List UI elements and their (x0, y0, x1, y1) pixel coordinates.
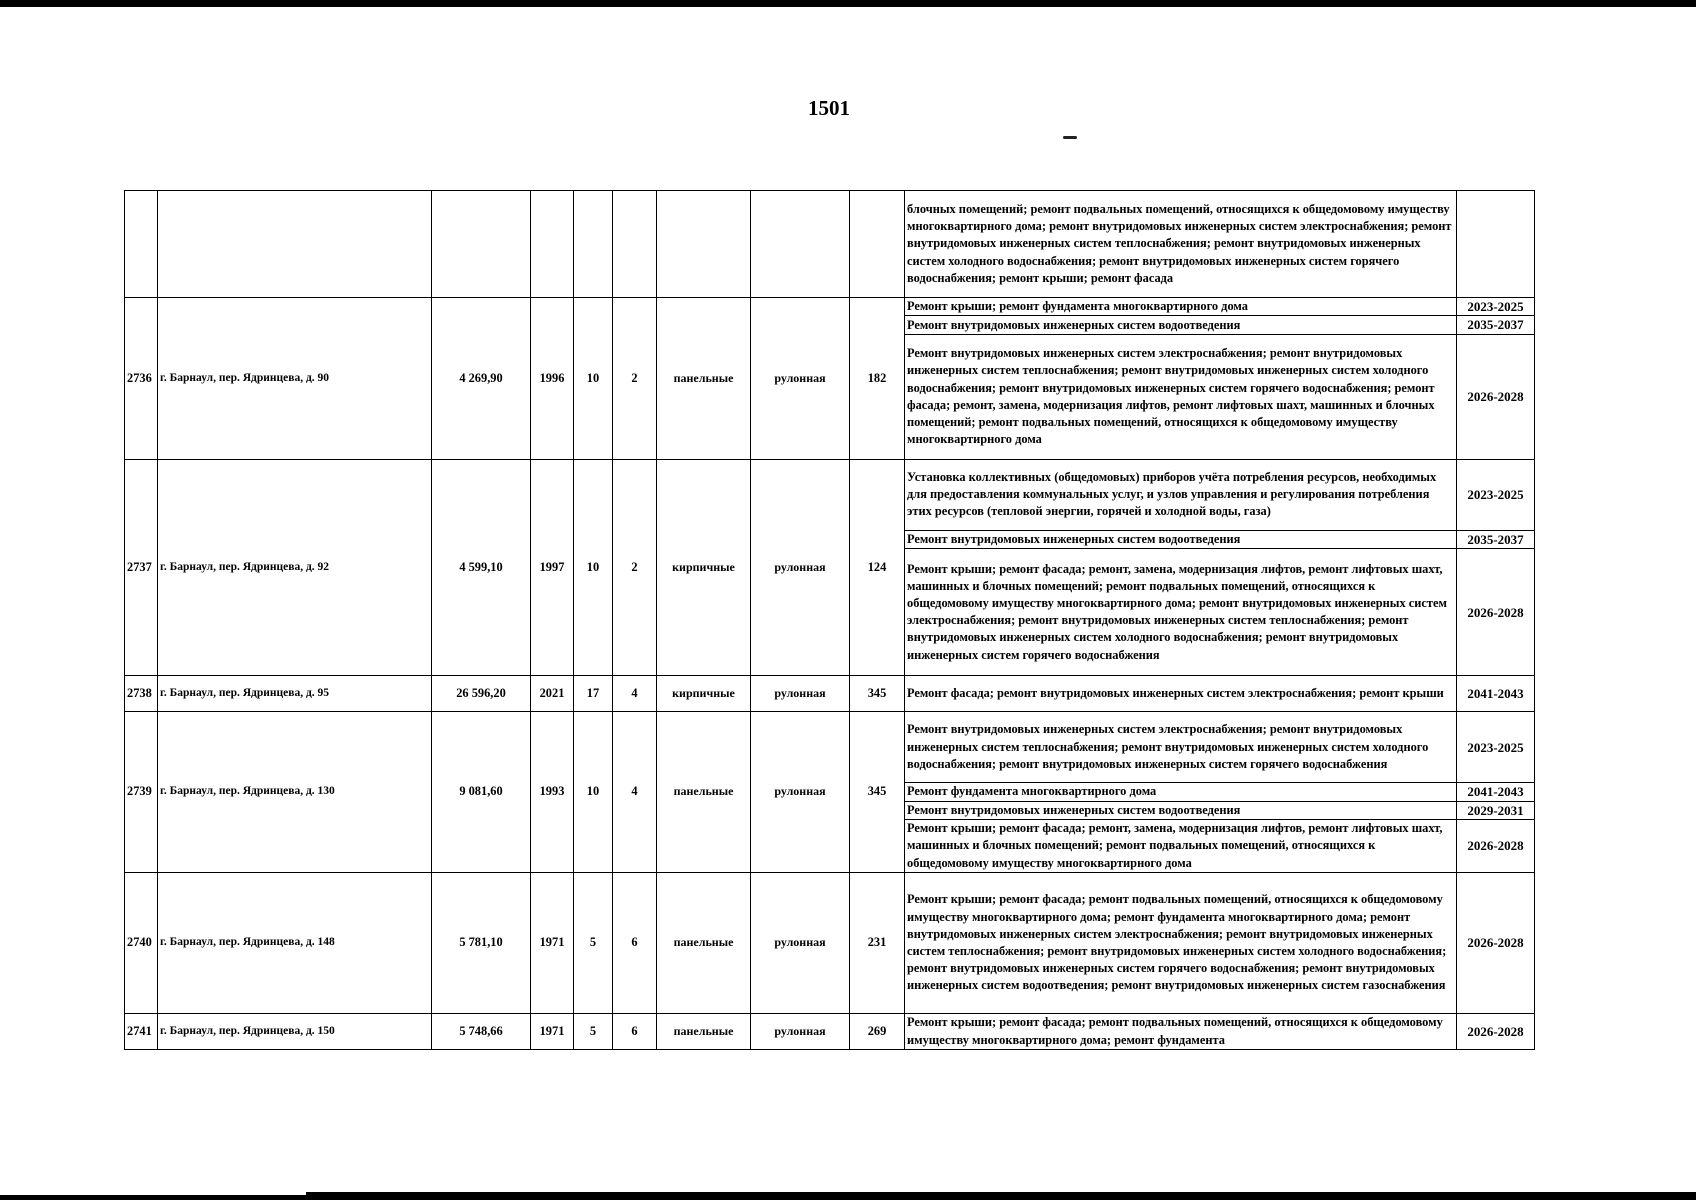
empty-cell (751, 191, 850, 298)
walls-material-cell: панельные (657, 712, 751, 873)
walls-material-cell: панельные (657, 873, 751, 1014)
works-cell: Ремонт внутридомовых инженерных систем электроснабжения; ремонт внутридомовых инженерных систем теплоснабжения; ремонт внутридомовых инженерных систем холодного водоснабжения; ремонт внутридомовых инженерных систем горячего водоснабжения; ремонт фасада; ремонт, замена, модернизация лифтов, ремонт лифтовых шахт, машинных и блочных помещений; ремонт подвальных помещений, относящихся к общедомовому имуществу многоквартирного дома (905, 334, 1457, 459)
row-number: 2739 (125, 712, 158, 873)
period-cell: 2023-2025 (1457, 298, 1535, 316)
year-cell: 1993 (531, 712, 574, 873)
empty-cell (158, 191, 432, 298)
floors-cell: 10 (574, 298, 613, 460)
table-body (125, 191, 1535, 1050)
table-row (125, 1014, 1535, 1050)
period-cell: 2035-2037 (1457, 530, 1535, 548)
empty-cell (125, 191, 158, 298)
walls-material-cell: панельные (657, 1014, 751, 1050)
table-row (125, 873, 1535, 1014)
address-cell: г. Барнаул, пер. Ядринцева, д. 130 (158, 712, 432, 873)
year-cell: 1997 (531, 459, 574, 675)
floors-cell: 10 (574, 712, 613, 873)
residents-cell: 345 (850, 676, 905, 712)
address-cell: г. Барнаул, пер. Ядринцева, д. 92 (158, 459, 432, 675)
table-row-continuation (125, 191, 1535, 298)
area-cell: 4 269,90 (432, 298, 531, 460)
works-cell: Ремонт внутридомовых инженерных систем водоотведения (905, 801, 1457, 819)
area-cell: 9 081,60 (432, 712, 531, 873)
row-number: 2740 (125, 873, 158, 1014)
residents-cell: 124 (850, 459, 905, 675)
period-cell: 2026-2028 (1457, 549, 1535, 676)
empty-cell (850, 191, 905, 298)
works-cell: Ремонт фундамента многоквартирного дома (905, 783, 1457, 801)
year-cell: 2021 (531, 676, 574, 712)
roof-type-cell: рулонная (751, 459, 850, 675)
entrances-cell: 4 (613, 676, 657, 712)
row-number: 2741 (125, 1014, 158, 1050)
year-cell: 1996 (531, 298, 574, 460)
address-cell: г. Барнаул, пер. Ядринцева, д. 95 (158, 676, 432, 712)
walls-material-cell: кирпичные (657, 459, 751, 675)
period-cell: 2029-2031 (1457, 801, 1535, 819)
works-cell: Ремонт крыши; ремонт фундамента многоквартирного дома (905, 298, 1457, 316)
works-cell: Ремонт крыши; ремонт фасада; ремонт, замена, модернизация лифтов, ремонт лифтовых шахт, машинных и блочных помещений; ремонт подвальных помещений, относящихся к общедомовому имуществу многоквартирного дома; ремонт внутридомовых инженерных систем электроснабжения; ремонт внутридомовых инженерных систем теплоснабжения; ремонт внутридомовых инженерных систем холодного водоснабжения; ремонт внутридомовых инженерных систем горячего водоснабжения (905, 549, 1457, 676)
period-cell: 2026-2028 (1457, 1014, 1535, 1050)
empty-cell (432, 191, 531, 298)
works-cell: Ремонт крыши; ремонт фасада; ремонт, замена, модернизация лифтов, ремонт лифтовых шахт, машинных и блочных помещений; ремонт подвальных помещений, относящихся к общедомовому имуществу многоквартирного дома (905, 820, 1457, 873)
row-number: 2738 (125, 676, 158, 712)
scan-border-top (0, 0, 1696, 7)
period-cell: 2023-2025 (1457, 712, 1535, 783)
area-cell: 4 599,10 (432, 459, 531, 675)
period-cell (1457, 191, 1535, 298)
row-number: 2737 (125, 459, 158, 675)
empty-cell (657, 191, 751, 298)
entrances-cell: 6 (613, 1014, 657, 1050)
table-row (125, 712, 1535, 783)
area-cell: 26 596,20 (432, 676, 531, 712)
works-cell: Ремонт крыши; ремонт фасада; ремонт подвальных помещений, относящихся к общедомовому имуществу многоквартирного дома; ремонт фундамента (905, 1014, 1457, 1050)
works-cell: Ремонт внутридомовых инженерных систем водоотведения (905, 316, 1457, 334)
empty-cell (531, 191, 574, 298)
entrances-cell: 4 (613, 712, 657, 873)
entrances-cell: 2 (613, 459, 657, 675)
address-cell: г. Барнаул, пер. Ядринцева, д. 150 (158, 1014, 432, 1050)
works-cell: Ремонт крыши; ремонт фасада; ремонт подвальных помещений, относящихся к общедомовому имуществу многоквартирного дома; ремонт фундамента многоквартирного дома; ремонт внутридомовых инженерных систем электроснабжения; ремонт внутридомовых инженерных систем теплоснабжения; ремонт внутридомовых инженерных систем холодного водоснабжения; ремонт внутридомовых инженерных систем горячего водоснабжения; ремонт внутридомовых инженерных систем водоотведения; ремонт внутридомовых инженерных систем газоснабжения (905, 873, 1457, 1014)
roof-type-cell: рулонная (751, 1014, 850, 1050)
roof-type-cell: рулонная (751, 676, 850, 712)
area-cell: 5 781,10 (432, 873, 531, 1014)
floors-cell: 10 (574, 459, 613, 675)
address-cell: г. Барнаул, пер. Ядринцева, д. 90 (158, 298, 432, 460)
table-row (125, 676, 1535, 712)
residents-cell: 269 (850, 1014, 905, 1050)
works-cell: Установка коллективных (общедомовых) приборов учёта потребления ресурсов, необходимых для предоставления коммунальных услуг, и узлов управления и регулирования потребления этих ресурсов (тепловой энергии, горячей и холодной воды, газа) (905, 459, 1457, 530)
empty-cell (574, 191, 613, 298)
residents-cell: 345 (850, 712, 905, 873)
scan-border-bottom (0, 1195, 1696, 1200)
floors-cell: 5 (574, 873, 613, 1014)
year-cell: 1971 (531, 873, 574, 1014)
period-cell: 2026-2028 (1457, 873, 1535, 1014)
entrances-cell: 2 (613, 298, 657, 460)
period-cell: 2041-2043 (1457, 676, 1535, 712)
roof-type-cell: рулонная (751, 712, 850, 873)
year-cell: 1971 (531, 1014, 574, 1050)
residents-cell: 231 (850, 873, 905, 1014)
empty-cell (613, 191, 657, 298)
roof-type-cell: рулонная (751, 873, 850, 1014)
entrances-cell: 6 (613, 873, 657, 1014)
roof-type-cell: рулонная (751, 298, 850, 460)
period-cell: 2035-2037 (1457, 316, 1535, 334)
row-number: 2736 (125, 298, 158, 460)
period-cell: 2026-2028 (1457, 334, 1535, 459)
scan-border-bottom-inner (306, 1192, 1696, 1195)
walls-material-cell: панельные (657, 298, 751, 460)
floors-cell: 5 (574, 1014, 613, 1050)
period-cell: 2041-2043 (1457, 783, 1535, 801)
period-cell: 2026-2028 (1457, 820, 1535, 873)
page-number: 1501 (808, 96, 850, 120)
works-cell: блочных помещений; ремонт подвальных помещений, относящихся к общедомовому имуществу многоквартирного дома; ремонт внутридомовых инженерных систем электроснабжения; ремонт внутридомовых инженерных систем теплоснабжения; ремонт внутридомовых инженерных систем холодного водоснабжения; ремонт внутридомовых инженерных систем горячего водоснабжения; ремонт крыши; ремонт фасада (905, 191, 1457, 298)
address-cell: г. Барнаул, пер. Ядринцева, д. 148 (158, 873, 432, 1014)
table-row (125, 459, 1535, 530)
scan-artifact (1063, 136, 1077, 139)
works-cell: Ремонт внутридомовых инженерных систем водоотведения (905, 530, 1457, 548)
works-cell: Ремонт внутридомовых инженерных систем электроснабжения; ремонт внутридомовых инженерных систем теплоснабжения; ремонт внутридомовых инженерных систем холодного водоснабжения; ремонт внутридомовых инженерных систем горячего водоснабжения (905, 712, 1457, 783)
works-cell: Ремонт фасада; ремонт внутридомовых инженерных систем электроснабжения; ремонт крыши (905, 676, 1457, 712)
floors-cell: 17 (574, 676, 613, 712)
period-cell: 2023-2025 (1457, 459, 1535, 530)
area-cell: 5 748,66 (432, 1014, 531, 1050)
residents-cell: 182 (850, 298, 905, 460)
repair-schedule-table (124, 190, 1535, 1050)
walls-material-cell: кирпичные (657, 676, 751, 712)
table-row (125, 298, 1535, 316)
